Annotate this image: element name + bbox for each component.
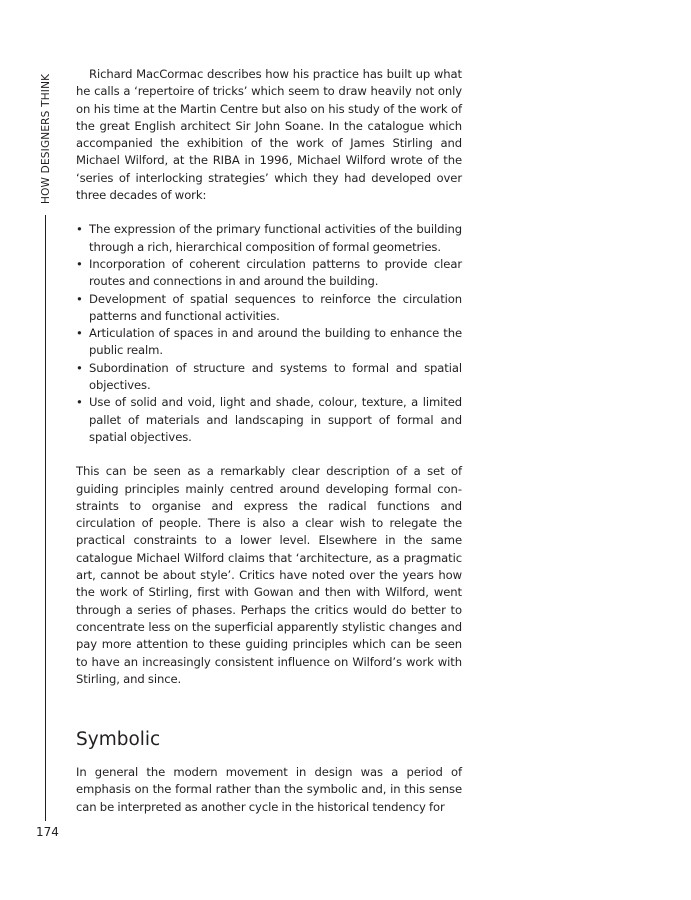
page-number: 174 (36, 825, 59, 839)
margin-rule (45, 215, 46, 821)
running-head: HOW DESIGNERS THINK (40, 73, 52, 204)
bullet-icon: • (76, 326, 83, 341)
list-item (76, 394, 462, 446)
list-item-text: Use of solid and void, light and shade, colour, texture, a limited pallet of materials and landscaping in support of formal and spatial objectives. (89, 395, 462, 444)
bullet-icon: • (76, 256, 83, 271)
list-item (76, 256, 462, 291)
bullet-icon: • (76, 291, 83, 306)
second-paragraph: This can be seen as a remarkably clear description of a set of guiding principles mainly centred around developing formal constraints to organise and express the radical functions and circulation of people. There is also a clear wish to relegate the practical constraints to a lower level. Elsewhere in the same catalogue Michael Wilford claims that ‘architecture, as a pragmatic art, cannot be about style’. Critics have noted over the years how the work of Stirling, first with Gowan and then with Wilford, went through a series of phases. Perhaps the critics would do better to concentrate less on the superficial apparently stylistic changes and pay more attention to these guiding principles which can be seen to have an increasingly consistent influence on Wilford’s work with Stirling, and since. (76, 464, 462, 686)
list-item (76, 360, 462, 395)
list-item-text: The expression of the primary functional activities of the building through a rich, hierarchical composition of formal geometries. (89, 222, 462, 254)
bullet-icon: • (76, 222, 83, 237)
intro-paragraph: Richard MacCormac describes how his practice has built up what he calls a ‘repertoire of tricks’ which seem to draw heavily not only on his time at the Martin Centre but also on his study of the work of the great English architect Sir John Soane. In the catalogue which accompanied the exhibition of the work of James Stirling and Michael Wilford, at the RIBA in 1996, Michael Wilford wrote of the ‘series of interlocking strategies’ which they had developed over three decades of work: (76, 67, 462, 203)
list-item-text: Articulation of spaces in and around the building to enhance the public realm. (89, 326, 462, 358)
list-item-text: Subordination of structure and systems to formal and spatial objectives. (89, 360, 462, 393)
section-heading: Symbolic (76, 729, 161, 751)
list-item (76, 291, 462, 326)
list-item-text: Incorporation of coherent circulation patterns to provide clear routes and connections in and around the building. (89, 256, 462, 289)
body-text (76, 66, 462, 816)
list-item (76, 325, 462, 360)
bullet-icon: • (76, 360, 83, 375)
section-paragraph: In general the modern movement in design was a period of emphasis on the formal rather than the symbolic and, in this sense can be interpreted as another cycle in the historical tendency for (76, 765, 462, 814)
list-item (76, 221, 462, 256)
bullet-icon: • (76, 395, 83, 410)
list-item-text: Development of spatial sequences to reinforce the circulation patterns and functional activities. (89, 291, 462, 323)
strategy-list (76, 221, 462, 446)
